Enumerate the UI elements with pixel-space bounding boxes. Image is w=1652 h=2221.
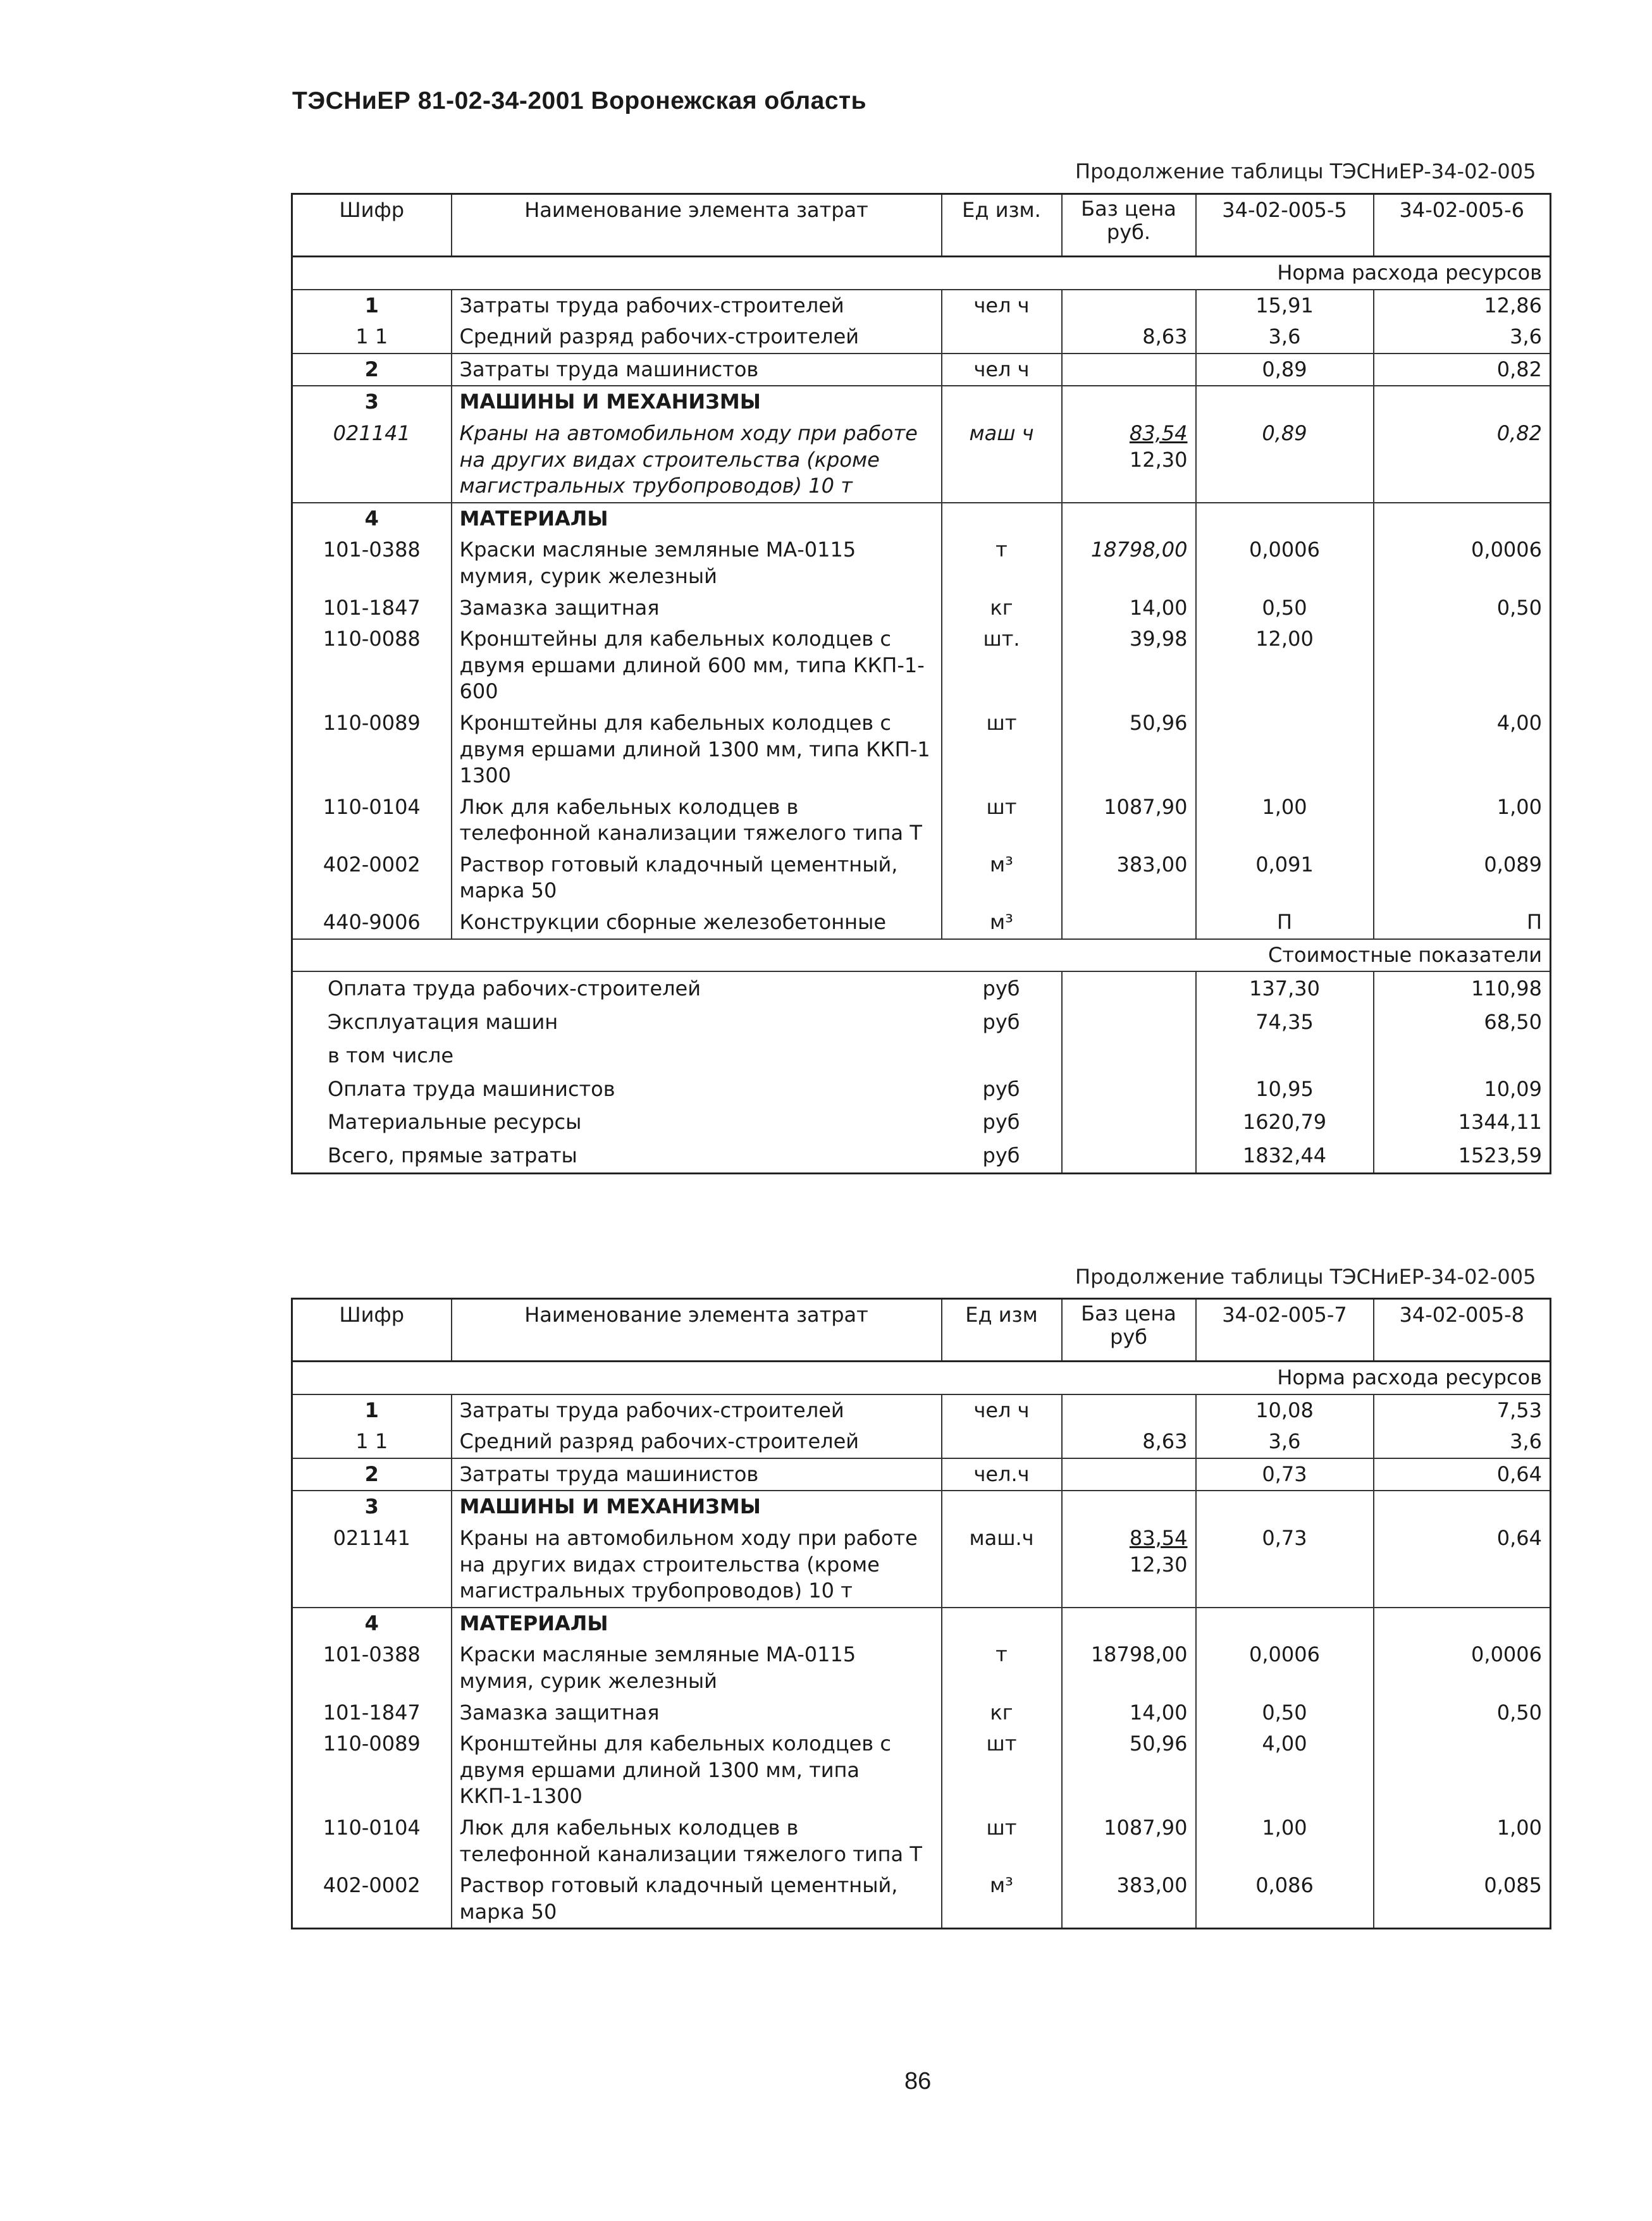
row-unit: м³ bbox=[942, 1870, 1062, 1929]
row-unit: кг bbox=[942, 1697, 1062, 1729]
row-name bbox=[452, 792, 942, 849]
row-a: 0,73 bbox=[1196, 1523, 1374, 1608]
row-unit: маш ч bbox=[942, 418, 1062, 503]
section-cost-label: Стоимостные показатели bbox=[292, 939, 1551, 972]
col-b-header: 34-02-005-6 bbox=[1374, 194, 1551, 257]
table1-caption: Продолжение таблицы ТЭСНиЕР-34-02-005 bbox=[1075, 159, 1536, 183]
row-base: 18798,00 bbox=[1062, 1639, 1196, 1697]
row-name: Конструкции сборные железобетонные bbox=[452, 907, 942, 939]
col-unit-header: Ед изм bbox=[942, 1299, 1062, 1362]
row-name: МАШИНЫ И МЕХАНИЗМЫ bbox=[452, 386, 942, 418]
table1-header-row bbox=[292, 194, 1551, 257]
col-base-header bbox=[1062, 194, 1196, 257]
row-base bbox=[1062, 1523, 1196, 1608]
table-row bbox=[292, 1608, 1551, 1640]
section-norm-row bbox=[292, 257, 1551, 290]
row-b: 0,089 bbox=[1374, 849, 1551, 907]
row-a: П bbox=[1196, 907, 1374, 939]
table-row bbox=[292, 1491, 1551, 1523]
table-row bbox=[292, 418, 1551, 503]
row-unit: шт bbox=[942, 792, 1062, 849]
row-name: МАТЕРИАЛЫ bbox=[452, 503, 942, 535]
cost-b: 110,98 bbox=[1374, 971, 1551, 1006]
cost-b: 10,09 bbox=[1374, 1073, 1551, 1106]
col-name-header: Наименование элемента затрат bbox=[452, 1299, 942, 1362]
table-row bbox=[292, 1812, 1551, 1870]
row-unit: т bbox=[942, 534, 1062, 592]
col-name-header: Наименование элемента затрат bbox=[452, 194, 942, 257]
row-a: 1,00 bbox=[1196, 1812, 1374, 1870]
row-name: МАТЕРИАЛЫ bbox=[452, 1608, 942, 1640]
row-a: 0,091 bbox=[1196, 849, 1374, 907]
table-row bbox=[292, 290, 1551, 322]
row-base: 8,63 bbox=[1062, 321, 1196, 354]
cost-a: 74,35 bbox=[1196, 1006, 1374, 1039]
row-b: 0,50 bbox=[1374, 593, 1551, 624]
row-b: 0,0006 bbox=[1374, 1639, 1551, 1697]
row-code: 110-0089 bbox=[323, 1732, 421, 1756]
row-b: 1,00 bbox=[1374, 792, 1551, 849]
row-name: Кронштейны для кабельных колодцев с двумя ершами длиной 600 мм, типа ККП-1-600 bbox=[452, 624, 942, 708]
table-row bbox=[292, 354, 1551, 386]
row-base-1: 83,54 bbox=[1129, 421, 1188, 445]
row-base: 383,00 bbox=[1062, 1870, 1196, 1929]
row-name: Раствор готовый кладочный цементный, марка 50 bbox=[452, 849, 942, 907]
row-name: МАШИНЫ И МЕХАНИЗМЫ bbox=[452, 1491, 942, 1523]
row-name: Кронштейны для кабельных колодцев с двумя ершами длиной 1300 мм, типа ККП-1 1300 bbox=[452, 708, 942, 792]
row-code: 1 1 bbox=[355, 324, 388, 349]
row-code: 2 bbox=[292, 354, 452, 386]
row-code: 1 1 bbox=[355, 1429, 388, 1454]
cost-label: Материальные ресурсы bbox=[328, 1110, 582, 1135]
cost-row bbox=[292, 1139, 1551, 1173]
row-a: 0,50 bbox=[1196, 593, 1374, 624]
cost-label: в том числе bbox=[328, 1043, 453, 1067]
row-base: 1087,90 bbox=[1062, 1812, 1196, 1870]
row-a: 15,91 bbox=[1196, 290, 1374, 322]
row-a: 0,73 bbox=[1196, 1458, 1374, 1491]
row-unit: шт bbox=[942, 1728, 1062, 1812]
row-base-2: 12,30 bbox=[1129, 447, 1188, 472]
base-header-line1: Баз цена bbox=[1081, 197, 1176, 221]
row-base: 14,00 bbox=[1062, 593, 1196, 624]
row-b: 0,82 bbox=[1374, 354, 1551, 386]
row-unit: т bbox=[942, 1639, 1062, 1697]
row-code: 110-0088 bbox=[323, 627, 421, 651]
row-a: 0,50 bbox=[1196, 1697, 1374, 1729]
row-code: 110-0104 bbox=[323, 794, 421, 819]
row-b: 0,82 bbox=[1374, 418, 1551, 503]
table-row bbox=[292, 1697, 1551, 1729]
row-base-1: 83,54 bbox=[1129, 1525, 1188, 1550]
table2-caption: Продолжение таблицы ТЭСНиЕР-34-02-005 bbox=[1075, 1265, 1536, 1289]
col-code-header: Шифр bbox=[292, 1299, 452, 1362]
cost-unit: руб bbox=[982, 1076, 1020, 1101]
row-unit: чел.ч bbox=[942, 1458, 1062, 1491]
row-code: 2 bbox=[292, 1458, 452, 1491]
norm-table-2 bbox=[291, 1298, 1551, 1929]
section-norm-label: Норма расхода ресурсов bbox=[292, 257, 1551, 290]
row-b bbox=[1374, 624, 1551, 708]
row-base: 39,98 bbox=[1062, 624, 1196, 708]
row-unit: шт bbox=[942, 708, 1062, 792]
table-row bbox=[292, 1728, 1551, 1812]
cost-b: 1523,59 bbox=[1374, 1139, 1551, 1173]
row-code: 3 bbox=[292, 1491, 452, 1523]
cost-b: 68,50 bbox=[1374, 1006, 1551, 1039]
row-b: 0,0006 bbox=[1374, 534, 1551, 592]
cost-row bbox=[292, 1039, 1551, 1073]
row-base bbox=[1062, 418, 1196, 503]
row-b: 3,6 bbox=[1374, 1426, 1551, 1458]
cost-unit: руб bbox=[982, 1143, 1020, 1168]
cost-a: 1832,44 bbox=[1196, 1139, 1374, 1173]
row-code: 1 bbox=[364, 1398, 379, 1422]
row-b: 0,085 bbox=[1374, 1870, 1551, 1929]
row-b: 3,6 bbox=[1374, 321, 1551, 354]
row-code: 402-0002 bbox=[323, 852, 421, 877]
row-name: Средний разряд рабочих-строителей bbox=[452, 321, 942, 354]
row-base: 383,00 bbox=[1062, 849, 1196, 907]
row-b: 4,00 bbox=[1374, 708, 1551, 792]
row-base bbox=[1062, 1394, 1196, 1427]
cost-a: 1620,79 bbox=[1196, 1105, 1374, 1139]
col-a-header: 34-02-005-5 bbox=[1196, 194, 1374, 257]
row-a: 3,6 bbox=[1196, 1426, 1374, 1458]
row-unit: м³ bbox=[942, 849, 1062, 907]
row-base bbox=[1062, 907, 1196, 939]
table-row bbox=[292, 593, 1551, 624]
row-a: 0,0006 bbox=[1196, 1639, 1374, 1697]
row-code: 101-1847 bbox=[323, 595, 421, 620]
cost-row bbox=[292, 1073, 1551, 1106]
cost-row bbox=[292, 1105, 1551, 1139]
row-unit: чел ч bbox=[942, 290, 1062, 322]
row-code: 1 bbox=[364, 293, 379, 317]
row-name: Краски масляные земляные МА-0115 мумия, сурик железный bbox=[452, 534, 942, 592]
row-unit bbox=[942, 1426, 1062, 1458]
row-name: Люк для кабельных колодцев в телефонной канализации тяжелого типа Т bbox=[452, 1812, 942, 1870]
row-code: 110-0089 bbox=[323, 710, 421, 735]
cost-label: Эксплуатация машин bbox=[328, 1010, 558, 1035]
section-cost-row bbox=[292, 939, 1551, 972]
cost-label: Всего, прямые затраты bbox=[328, 1143, 577, 1168]
row-base bbox=[1062, 354, 1196, 386]
row-unit: шт. bbox=[942, 624, 1062, 708]
row-unit: кг bbox=[942, 593, 1062, 624]
row-code: 021141 bbox=[333, 1525, 410, 1550]
table-row bbox=[292, 849, 1551, 907]
row-base: 50,96 bbox=[1062, 708, 1196, 792]
row-unit: шт bbox=[942, 1812, 1062, 1870]
cost-a: 10,95 bbox=[1196, 1073, 1374, 1106]
cost-unit: руб bbox=[982, 976, 1020, 1001]
section-norm-row bbox=[292, 1362, 1551, 1394]
row-code: 402-0002 bbox=[323, 1873, 421, 1898]
row-a: 10,08 bbox=[1196, 1394, 1374, 1427]
row-a: 0,89 bbox=[1196, 418, 1374, 503]
row-unit: чел ч bbox=[942, 1394, 1062, 1427]
row-code: 101-0388 bbox=[323, 538, 421, 562]
row-code: 4 bbox=[292, 1608, 452, 1640]
document-header: ТЭСНиЕР 81-02-34-2001 Воронежская область bbox=[292, 87, 867, 114]
row-b: П bbox=[1374, 907, 1551, 939]
row-a: 12,00 bbox=[1196, 624, 1374, 708]
row-code: 021141 bbox=[333, 421, 410, 445]
cost-row bbox=[292, 1006, 1551, 1039]
row-name: Раствор готовый кладочный цементный, марка 50 bbox=[452, 1870, 942, 1929]
row-name: Кронштейны для кабельных колодцев с двумя ершами длиной 1300 мм, типа ККП-1-1300 bbox=[452, 1728, 942, 1812]
row-name: Краны на автомобильном ходу при работе на других видах строительства (кроме магистральных трубопроводов) 10 т bbox=[452, 1523, 942, 1608]
row-base: 8,63 bbox=[1062, 1426, 1196, 1458]
row-a: 0,0006 bbox=[1196, 534, 1374, 592]
col-unit-header: Ед изм. bbox=[942, 194, 1062, 257]
cost-label: Оплата труда рабочих-строителей bbox=[328, 976, 701, 1001]
row-base-2: 12,30 bbox=[1129, 1552, 1188, 1577]
row-name: Затраты труда машинистов bbox=[452, 1458, 942, 1491]
row-a bbox=[1196, 708, 1374, 792]
row-code: 101-1847 bbox=[323, 1700, 421, 1725]
row-base: 50,96 bbox=[1062, 1728, 1196, 1812]
row-name: Средний разряд рабочих-строителей bbox=[452, 1426, 942, 1458]
row-name-text: Люк для кабельных колодцев в телефонной канализации тяжелого типа Т bbox=[459, 794, 922, 846]
row-base: 18798,00 bbox=[1062, 534, 1196, 592]
table-row bbox=[292, 1426, 1551, 1458]
row-name: Краны на автомобильном ходу при работе на других видах строительства (кроме магистральных трубопроводов) 10 т bbox=[452, 418, 942, 503]
table-row bbox=[292, 534, 1551, 592]
row-code: 440-9006 bbox=[323, 910, 421, 935]
col-b-header: 34-02-005-8 bbox=[1374, 1299, 1551, 1362]
row-name: Замазка защитная bbox=[452, 1697, 942, 1729]
row-code: 4 bbox=[292, 503, 452, 535]
table-row bbox=[292, 624, 1551, 708]
cost-b: 1344,11 bbox=[1374, 1105, 1551, 1139]
col-base-header bbox=[1062, 1299, 1196, 1362]
row-base bbox=[1062, 1458, 1196, 1491]
row-base: 1087,90 bbox=[1062, 792, 1196, 849]
row-name: Затраты труда рабочих-строителей bbox=[452, 290, 942, 322]
row-unit bbox=[942, 321, 1062, 354]
row-code: 3 bbox=[292, 386, 452, 418]
table2-header-row bbox=[292, 1299, 1551, 1362]
row-name: Затраты труда рабочих-строителей bbox=[452, 1394, 942, 1427]
row-name: Замазка защитная bbox=[452, 593, 942, 624]
table-row bbox=[292, 1639, 1551, 1697]
row-b: 0,64 bbox=[1374, 1523, 1551, 1608]
row-a: 3,6 bbox=[1196, 321, 1374, 354]
cost-unit: руб bbox=[982, 1010, 1020, 1035]
row-unit: м³ bbox=[942, 907, 1062, 939]
table-row bbox=[292, 708, 1551, 792]
base-header-line2: руб. bbox=[1106, 219, 1151, 244]
row-b: 12,86 bbox=[1374, 290, 1551, 322]
cost-unit: руб bbox=[982, 1110, 1020, 1135]
page-number: 86 bbox=[904, 2068, 932, 2095]
row-code: 101-0388 bbox=[323, 1642, 421, 1667]
table-row bbox=[292, 1458, 1551, 1491]
table-row bbox=[292, 907, 1551, 939]
table-row bbox=[292, 503, 1551, 535]
row-a: 0,89 bbox=[1196, 354, 1374, 386]
col-a-header: 34-02-005-7 bbox=[1196, 1299, 1374, 1362]
row-a: 0,086 bbox=[1196, 1870, 1374, 1929]
table-row bbox=[292, 1523, 1551, 1608]
row-a: 4,00 bbox=[1196, 1728, 1374, 1812]
table-row bbox=[292, 386, 1551, 418]
col-code-header: Шифр bbox=[292, 194, 452, 257]
row-name: Затраты труда машинистов bbox=[452, 354, 942, 386]
table-row bbox=[292, 321, 1551, 354]
row-a: 1,00 bbox=[1196, 792, 1374, 849]
row-unit: чел ч bbox=[942, 354, 1062, 386]
row-base: 14,00 bbox=[1062, 1697, 1196, 1729]
row-code: 110-0104 bbox=[323, 1815, 421, 1840]
row-b: 0,50 bbox=[1374, 1697, 1551, 1729]
norm-table-1 bbox=[291, 193, 1551, 1174]
base-header-line2: руб bbox=[1110, 1324, 1147, 1349]
row-b: 1,00 bbox=[1374, 1812, 1551, 1870]
row-unit: маш.ч bbox=[942, 1523, 1062, 1608]
row-base bbox=[1062, 290, 1196, 322]
section-norm-label: Норма расхода ресурсов bbox=[292, 1362, 1551, 1394]
base-header-line1: Баз цена bbox=[1081, 1301, 1176, 1326]
row-b: 0,64 bbox=[1374, 1458, 1551, 1491]
row-b bbox=[1374, 1728, 1551, 1812]
row-b: 7,53 bbox=[1374, 1394, 1551, 1427]
table-row bbox=[292, 792, 1551, 849]
cost-row bbox=[292, 971, 1551, 1006]
table-row bbox=[292, 1870, 1551, 1929]
table-row bbox=[292, 1394, 1551, 1427]
row-name: Краски масляные земляные МА-0115 мумия, сурик железный bbox=[452, 1639, 942, 1697]
cost-a: 137,30 bbox=[1196, 971, 1374, 1006]
cost-label: Оплата труда машинистов bbox=[328, 1076, 615, 1101]
